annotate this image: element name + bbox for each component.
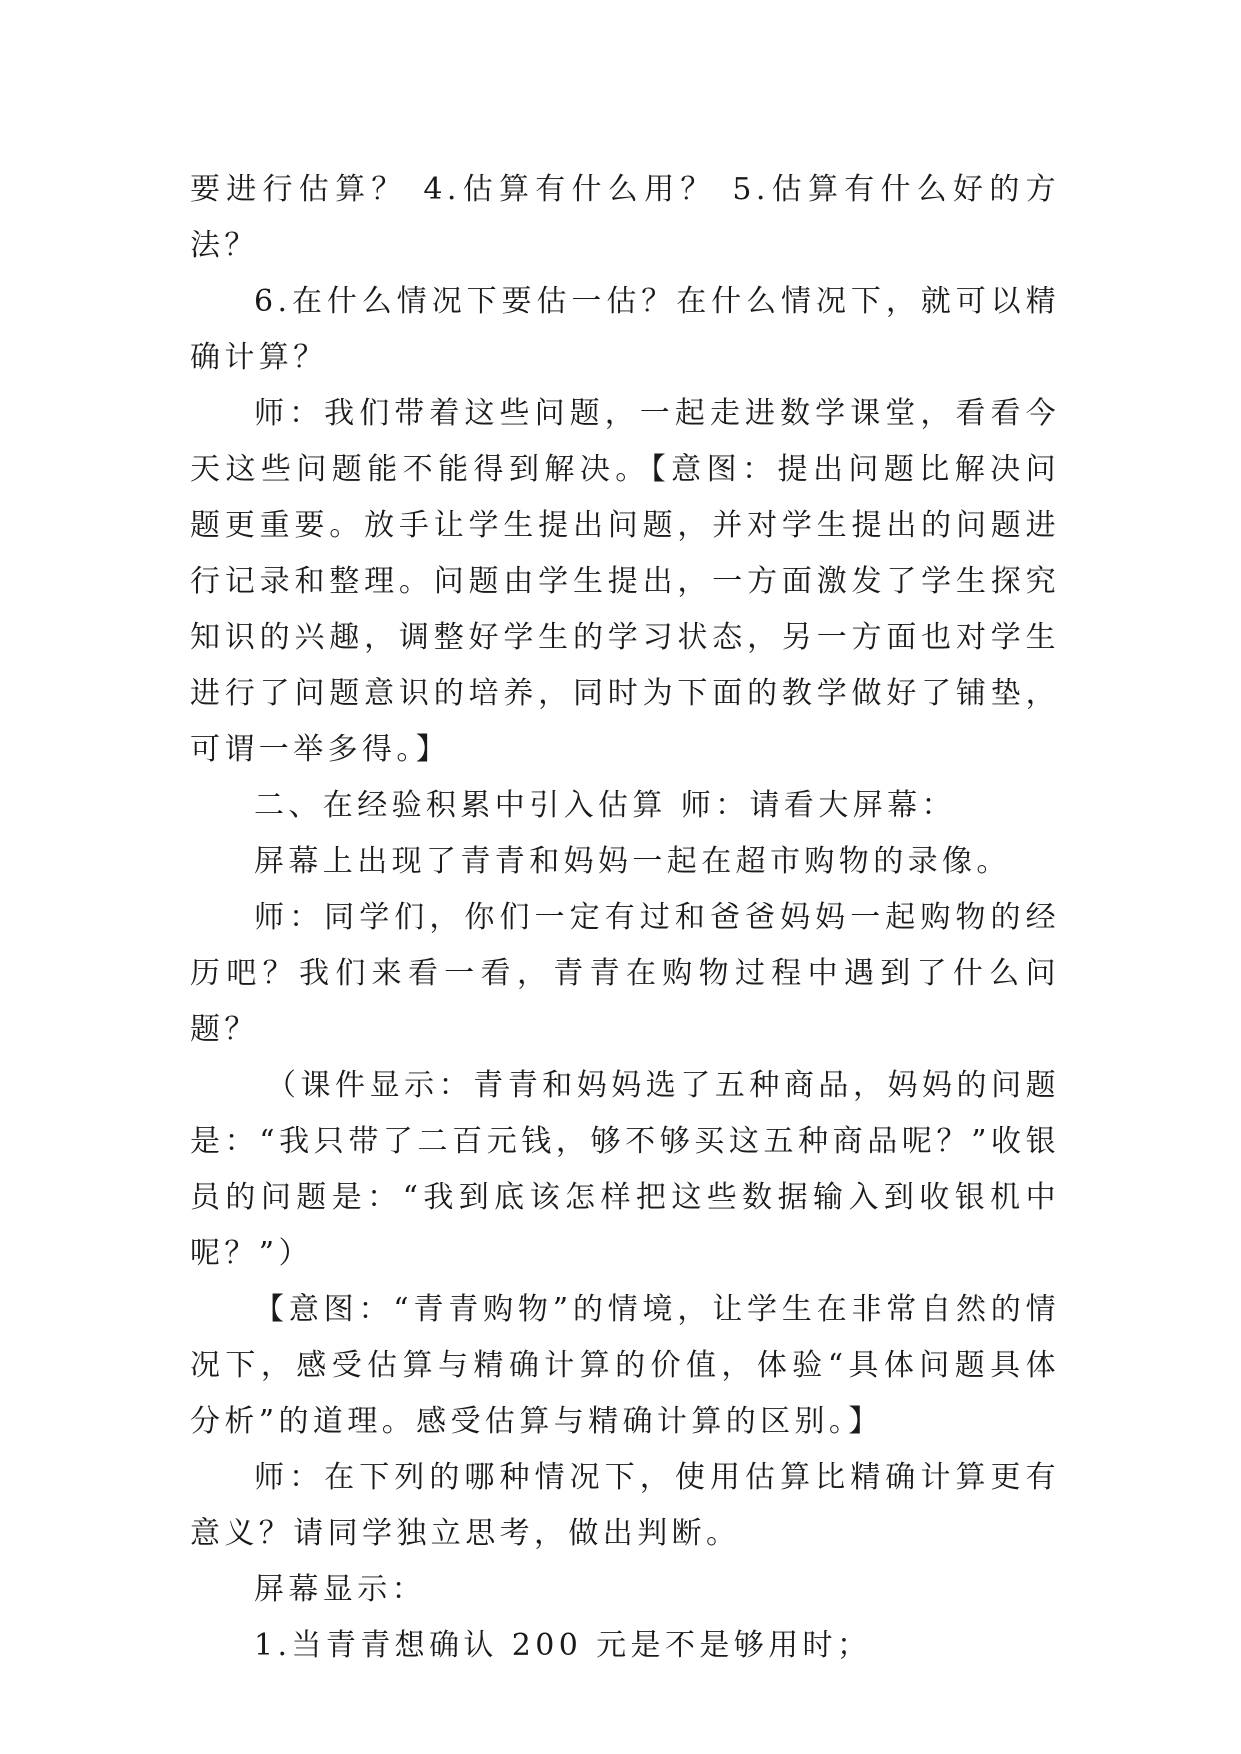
paragraph-teacher-shopping: 师：同学们，你们一定有过和爸爸妈妈一起购物的经历吧？我们来看一看，青青在购物过程中遇到了什么问题？ — [190, 900, 1060, 1047]
paragraph-questions-continued: 要进行估算？ 4.估算有什么用？ 5.估算有什么好的方法？ — [190, 172, 1060, 263]
paragraph-teacher-question: 师：在下列的哪种情况下，使用估算比精确计算更有意义？请同学独立思考，做出判断。 — [190, 1460, 1060, 1551]
section-heading-estimation: 二、在经验积累中引入估算 师：请看大屏幕： — [254, 788, 956, 823]
list-item-one: 1.当青青想确认 200 元是不是够用时； — [254, 1628, 872, 1663]
document-body — [190, 162, 1060, 1674]
paragraph-courseware: （课件显示：青青和妈妈选了五种商品，妈妈的问题是：“我只带了二百元钱，够不够买这五种商品呢？”收银员的问题是：“我到底该怎样把这些数据输入到收银机中呢？”） — [190, 1068, 1060, 1271]
paragraph-intention: 【意图：“青青购物”的情境，让学生在非常自然的情况下，感受估算与精确计算的价值，体验“具体问题具体分析”的道理。感受估算与精确计算的区别。】 — [190, 1292, 1060, 1439]
paragraph-question-six: 6.在什么情况下要估一估？在什么情况下，就可以精确计算？ — [190, 284, 1060, 375]
paragraph-screen-video: 屏幕上出现了青青和妈妈一起在超市购物的录像。 — [254, 844, 1011, 879]
paragraph-screen-display: 屏幕显示： — [254, 1572, 426, 1607]
paragraph-teacher-intro: 师：我们带着这些问题，一起走进数学课堂，看看今天这些问题能不能得到解决。【意图：提出问题比解决问题更重要。放手让学生提出问题，并对学生提出的问题进行记录和整理。问题由学生提出，一方面激发了学生探究知识的兴趣，调整好学生的学习状态，另一方面也对学生进行了问题意识的培养，同时为下面的教学做好了铺垫，可谓一举多得。】 — [190, 396, 1060, 767]
